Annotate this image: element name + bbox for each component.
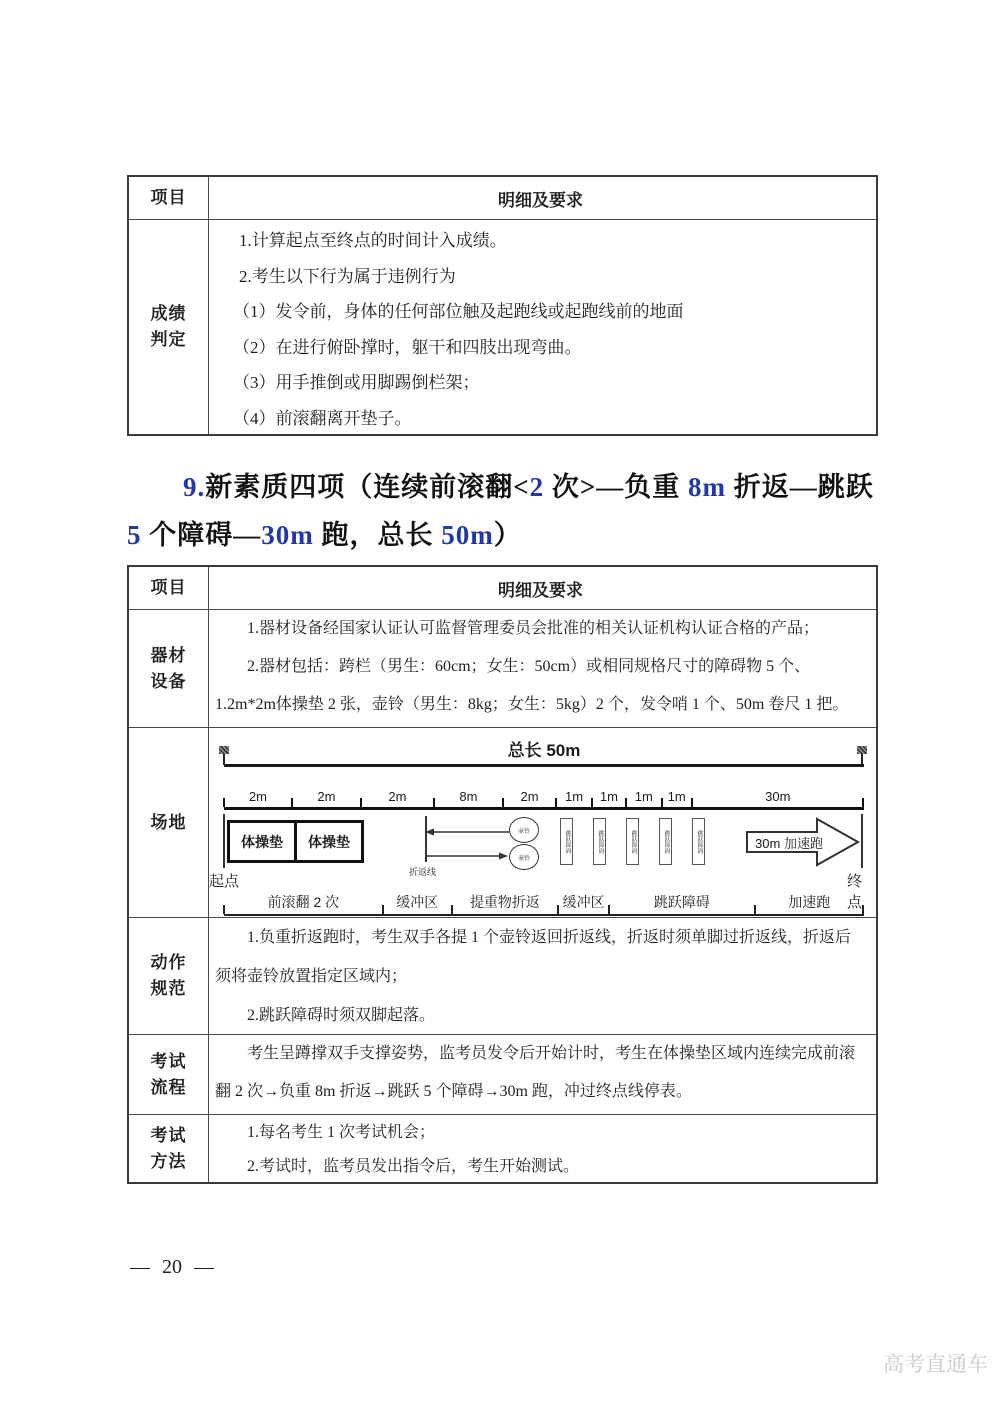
segment-label: 30m — [765, 789, 791, 804]
table-row-action-spec — [129, 917, 876, 1034]
section-heading — [127, 463, 887, 559]
method-line: 2.考试时，监考员发出指令后，考生开始测试。 — [247, 1158, 580, 1175]
scale-segment — [662, 780, 692, 807]
row-label-line: 设备 — [150, 671, 187, 691]
jump-obstacle — [659, 818, 672, 865]
scale-segment — [434, 780, 503, 807]
heading-number: 9. — [183, 472, 206, 502]
row-label-procedure — [129, 1035, 209, 1114]
row-label-line: 器材 — [150, 645, 187, 665]
segment-label: 2m — [520, 789, 539, 804]
shuttle-arrows — [425, 824, 511, 864]
page-number-dash: — — [130, 1256, 150, 1278]
heading-number: 30m — [261, 520, 314, 550]
heading-text: ） — [493, 520, 522, 550]
kettlebell-icon — [509, 844, 539, 870]
row-label-line: 方法 — [150, 1151, 187, 1171]
header-item-label: 项目 — [150, 188, 187, 207]
heading-text: 跑，总长 — [313, 520, 442, 550]
turnaround-line-label: 折返线 — [409, 867, 437, 877]
zone-label: 缓冲区 — [396, 894, 439, 910]
zone-label: 跳跃障碍 — [653, 894, 710, 910]
table-header-row — [129, 177, 876, 219]
obstacle-label: 跳跃障碍 — [564, 829, 570, 854]
scale-segment — [692, 780, 864, 807]
action-line: 1.负重折返跑时，考生双手各提 1 个壶铃返回折返线，折返时须单脚过折返线，折返后须将壶铃放置指定区域内； — [215, 929, 852, 985]
header-cell-item — [129, 177, 209, 219]
total-length-line — [224, 764, 864, 767]
heading-number: 8m — [688, 472, 727, 502]
action-line: 2.跳跃障碍时须双脚起落。 — [247, 1007, 436, 1024]
distance-scale — [224, 780, 864, 810]
zone-label: 前滚翻 2 次 — [267, 894, 340, 910]
row-label-line: 考试 — [150, 1051, 187, 1071]
row-label-line: 判定 — [150, 330, 187, 349]
obstacle-label: 跳跃障碍 — [597, 829, 603, 854]
table-row-method — [129, 1114, 876, 1182]
test-detail-table — [127, 565, 878, 1184]
heading-line-1 — [127, 463, 887, 511]
scale-segment — [361, 780, 434, 807]
segment-label: 2m — [317, 789, 336, 804]
zone-section — [558, 892, 609, 914]
kettlebell-icon — [509, 817, 539, 843]
segment-label: 1m — [564, 789, 584, 804]
header-cell-detail — [209, 177, 876, 219]
row-label-score-judgement — [129, 220, 209, 434]
scale-segment — [503, 780, 556, 807]
row-label-line: 考试 — [150, 1125, 187, 1145]
header-cell-detail — [209, 567, 876, 609]
scale-segment — [592, 780, 626, 807]
heading-text: 次>—负重 — [544, 472, 689, 502]
method-line: 1.每名考生 1 次考试机会； — [247, 1124, 436, 1141]
zone-label: 缓冲区 — [562, 894, 605, 910]
table-row-venue — [129, 727, 876, 917]
heading-number: 5 — [127, 520, 142, 550]
heading-text: 折返—跳跃 — [726, 472, 874, 502]
finish-line — [861, 814, 863, 868]
header-detail-label: 明细及要求 — [498, 190, 583, 210]
start-label: 起点 — [209, 873, 240, 890]
score-judgement-table — [127, 175, 878, 436]
row-label-line: 规范 — [150, 979, 187, 998]
heading-number: 50m — [441, 520, 494, 550]
table-header-row — [129, 567, 876, 609]
page-number — [130, 1256, 214, 1279]
row-label-action-spec — [129, 918, 209, 1034]
row-label-line: 动作 — [150, 953, 187, 972]
scale-segment — [224, 780, 292, 807]
gym-mats — [227, 820, 364, 863]
field-layout-diagram — [209, 728, 876, 916]
gym-mat — [294, 820, 364, 863]
obstacle-label: 跳跃障碍 — [696, 829, 702, 854]
zone-section — [383, 892, 452, 914]
scale-segment — [292, 780, 361, 807]
jump-obstacle — [692, 818, 705, 865]
zone-label: 提重物折返 — [469, 894, 540, 910]
rule-line: （1）发令前，身体的任何部位触及起跑线或起跑线前的地面 — [233, 302, 684, 321]
segment-label: 2m — [248, 789, 267, 804]
zone-label: 加速跑 — [788, 894, 831, 910]
scale-segment — [556, 780, 592, 807]
rule-line: 1.计算起点至终点的时间计入成绩。 — [239, 231, 507, 250]
gym-mat — [227, 820, 297, 863]
mat-label: 体操垫 — [308, 833, 350, 850]
rule-line: 2.考生以下行为属于违例行为 — [239, 266, 456, 286]
header-detail-label: 明细及要求 — [498, 580, 583, 600]
finish-label: 终点 — [847, 873, 863, 911]
obstacle-label: 跳跃障碍 — [630, 829, 636, 854]
kettlebell-label: 壶铃 — [517, 855, 530, 862]
row-label-line: 场地 — [150, 812, 187, 832]
row-label-equipment — [129, 610, 209, 727]
header-item-label: 项目 — [150, 578, 187, 597]
venue-content — [209, 728, 876, 917]
procedure-content — [209, 1035, 876, 1114]
procedure-line: 考生呈蹲撑双手支撑姿势，监考员发令后开始计时，考生在体操垫区域内连续完成前滚翻 2 次→负重 8m 折返→跳跃 5 个障碍→30m 跑，冲过终点线停表。 — [215, 1045, 856, 1100]
zone-section — [452, 892, 558, 914]
zone-sections — [224, 892, 864, 916]
zone-section — [755, 892, 864, 914]
flag-icon — [857, 746, 867, 754]
page-number-dash: — — [194, 1256, 214, 1278]
row-label-venue — [129, 728, 209, 917]
scale-segment — [626, 780, 662, 807]
table-row-procedure — [129, 1034, 876, 1114]
row-label-line: 流程 — [150, 1077, 187, 1097]
equipment-line: 1.器材设备经国家认证认可监督管理委员会批准的相关认证机构认证合格的产品； — [247, 620, 820, 637]
rule-line: （2）在进行俯卧撑时，躯干和四肢出现弯曲。 — [233, 337, 582, 357]
score-judgement-content — [209, 220, 876, 434]
zone-section — [224, 892, 383, 914]
zone-section — [609, 892, 754, 914]
segment-label: 1m — [667, 789, 686, 804]
table-row-equipment — [129, 609, 876, 727]
row-label-line: 成绩 — [150, 304, 187, 323]
segment-label: 1m — [634, 789, 653, 804]
segment-label: 8m — [459, 789, 478, 804]
kettlebell-label: 壶铃 — [517, 828, 530, 835]
heading-number: 2 — [529, 472, 545, 502]
segment-label: 1m — [599, 789, 618, 804]
row-label-method — [129, 1115, 209, 1182]
method-content — [209, 1115, 876, 1182]
equipment-line: 2.器材包括：跨栏（男生：60cm；女生：50cm）或相同规格尺寸的障碍物 5 个、1.2m*2m体操垫 2 张，壶铃（男生：8kg；女生：5kg）2 个，发令哨 1 个、50m 卷尺 1 把。 — [215, 658, 849, 713]
segment-label: 2m — [388, 789, 407, 804]
rule-line: （4）前滚翻离开垫子。 — [233, 408, 412, 428]
obstacle-label: 跳跃障碍 — [663, 829, 669, 854]
jump-obstacle — [560, 818, 573, 865]
table-row — [129, 219, 876, 434]
watermark: 高考直通车 — [883, 1353, 988, 1376]
run-arrow-label: 30m 加速跑 — [755, 836, 823, 851]
heading-text: 个障碍— — [141, 520, 262, 550]
total-length-label: 总长 50m — [507, 741, 581, 760]
heading-text: 新素质四项（连续前滚翻< — [205, 472, 530, 502]
jump-obstacle — [593, 818, 606, 865]
action-spec-content — [209, 918, 876, 1034]
flag-icon — [219, 746, 229, 754]
rule-line: （3）用手推倒或用脚踢倒栏架； — [233, 373, 480, 392]
start-line — [223, 814, 225, 868]
equipment-content — [209, 610, 876, 727]
header-cell-item — [129, 567, 209, 609]
heading-line-2 — [127, 511, 887, 559]
jump-obstacle — [626, 818, 639, 865]
page-number-value: 20 — [162, 1256, 182, 1278]
mat-label: 体操垫 — [241, 833, 283, 850]
